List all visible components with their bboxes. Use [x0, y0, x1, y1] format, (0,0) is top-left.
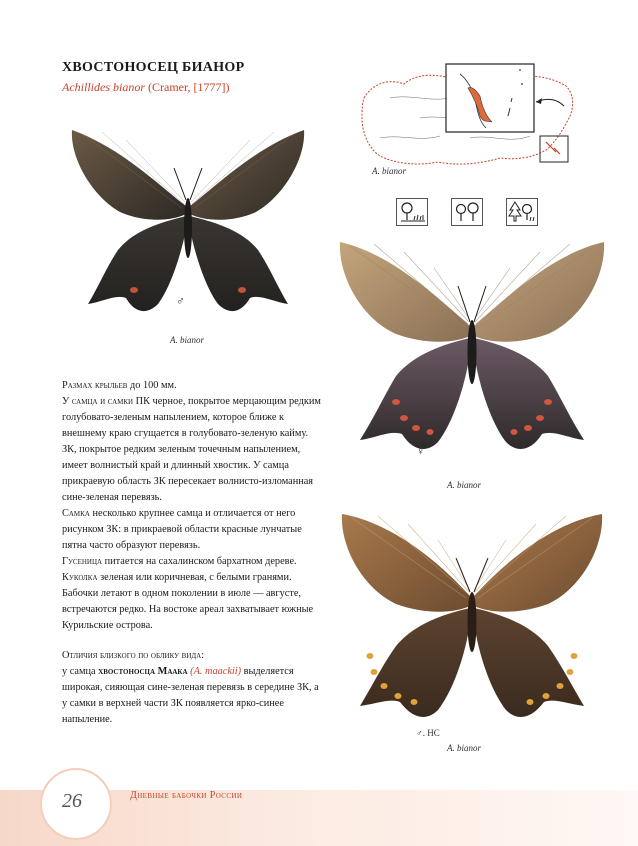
- butterfly-male-underside-specimen: [334, 510, 610, 732]
- two-trees-icon: [451, 198, 483, 226]
- differences-paragraph: у самца хвостоносца Маака (A. maackii) выделяется широкая, сияющая сине-зеленая перевязь в середине ЗК, а у самки в верхней части ЗК появляется ярко-синее напыление.: [62, 666, 319, 725]
- female-symbol: ♀: [416, 444, 425, 458]
- wingspan-paragraph: Размах крыльев до 100 мм.: [62, 380, 177, 391]
- latin-author: (Cramer, [1777]): [148, 80, 230, 94]
- butterfly-male-specimen: [62, 118, 314, 328]
- coloration-paragraph: У самца и самки ПК черное, покрытое мерцающим редким голубовато-зеленым напылением, которое ближе к внешнему краю сгущается в голубовато-зеленую кайму. ЗК, покрытое редким зеленым точечным напылением, имеет волнистый край и длинный хвостик. У самца прикраевую область ЗК пересекает волнисто-изломанная сине-зеленая перевязь.: [62, 396, 321, 503]
- running-footer-title: Дневные бабочки России: [130, 790, 243, 801]
- butterfly-female-specimen: [334, 234, 610, 466]
- page-number: 26: [62, 790, 82, 812]
- species-title: ХВОСТОНОСЕЦ БИАНОР: [62, 60, 245, 75]
- flight-paragraph: Бабочки летают в одном поколении в июле — августе, встречаются редко. На востоке ареал захватывает южные Курильские острова.: [62, 588, 314, 631]
- larva-pupa-paragraph: Гусеница питается на сахалинском бархатном дереве. Куколка зеленая или коричневая, с белыми гранями.: [62, 556, 297, 583]
- range-map: [360, 58, 582, 176]
- tree-grass-icon: [396, 198, 428, 226]
- specimen1-caption: A. bianor: [170, 335, 205, 345]
- map-inset-frame: [446, 64, 534, 132]
- male-nc-symbol: ♂. НС: [416, 728, 440, 738]
- female-paragraph: Самка несколько крупнее самца и отличается от него рисунком ЗК: в прикраевой области красные лунчатые пятна часто образуют перевязь.: [62, 508, 302, 551]
- differences-heading: Отличия близкого по облику вида:: [62, 650, 205, 661]
- specimen2-caption: A. bianor: [447, 480, 482, 490]
- male-symbol: ♂: [176, 294, 185, 308]
- species-latin-name: [62, 80, 230, 95]
- conifer-tree-grass-icon: [506, 198, 538, 226]
- species-description: [62, 378, 324, 728]
- latin-binomial: Achillides bianor: [62, 80, 145, 94]
- specimen3-caption: A. bianor: [447, 743, 482, 753]
- map-caption: A. bianor: [372, 166, 407, 176]
